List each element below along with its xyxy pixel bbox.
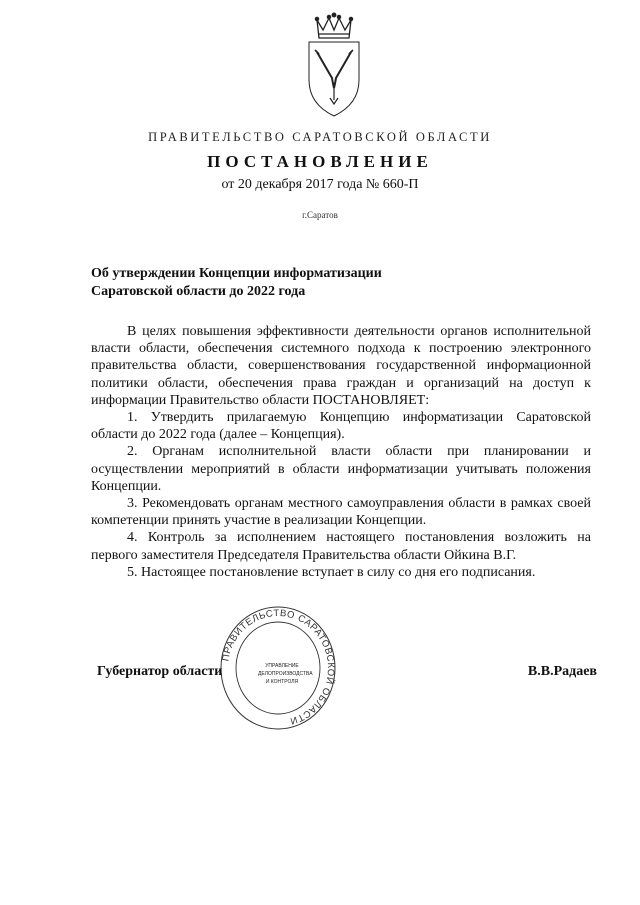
document-subject — [91, 265, 382, 301]
signer-title: Губернатор области — [97, 664, 223, 679]
subject-line: Саратовской области до 2022 года — [91, 284, 306, 299]
stamp-inner-line: УПРАВЛЕНИЕ — [265, 663, 299, 669]
document-city: г.Саратов — [302, 210, 338, 220]
stamp-inner-text — [258, 662, 313, 686]
document-date-number: от 20 декабря 2017 года № 660-П — [221, 177, 419, 192]
document-body — [91, 323, 591, 581]
body-paragraph: В целях повышения эффективности деятельности органов исполнительной власти области, обеспечения системного подхода к построению электронного правительства области, совершенствования государственной информационной политики области, обеспечения права граждан и организаций на доступ к информации Правительство области ПОСТАНОВЛЯЕТ: — [91, 324, 591, 408]
body-paragraph: 4. Контроль за исполнением настоящего постановления возложить на первого заместителя Председателя Правительства области Ойкина В.Г. — [91, 530, 591, 563]
body-paragraph: 2. Органам исполнительной власти области при планировании и осуществлении мероприятий в области информатизации учитывать положения Концепции. — [91, 444, 591, 494]
saratov-coat-of-arms-icon — [303, 12, 365, 122]
body-paragraph: 3. Рекомендовать органам местного самоуправления области в рамках своей компетенции принять участие в реализации Концепции. — [91, 496, 591, 529]
government-name: ПРАВИТЕЛЬСТВО САРАТОВСКОЙ ОБЛАСТИ — [148, 130, 492, 144]
stamp-outer-text: ПРАВИТЕЛЬСТВО САРАТОВСКОЙ ОБЛАСТИ — [220, 607, 337, 727]
subject-line: Об утверждении Концепции информатизации — [91, 266, 382, 281]
body-paragraph: 5. Настоящее постановление вступает в силу со дня его подписания. — [127, 564, 536, 580]
stamp-inner-line: ДЕЛОПРОИЗВОДСТВА — [258, 671, 313, 677]
document-type: ПОСТАНОВЛЕНИЕ — [207, 152, 433, 171]
body-paragraph: 1. Утвердить прилагаемую Концепцию информатизации Саратовской области до 2022 года (далее – Концепция). — [91, 410, 591, 443]
stamp-inner-line: И КОНТРОЛЯ — [265, 679, 299, 685]
signer-name: В.В.Радаев — [527, 664, 597, 679]
